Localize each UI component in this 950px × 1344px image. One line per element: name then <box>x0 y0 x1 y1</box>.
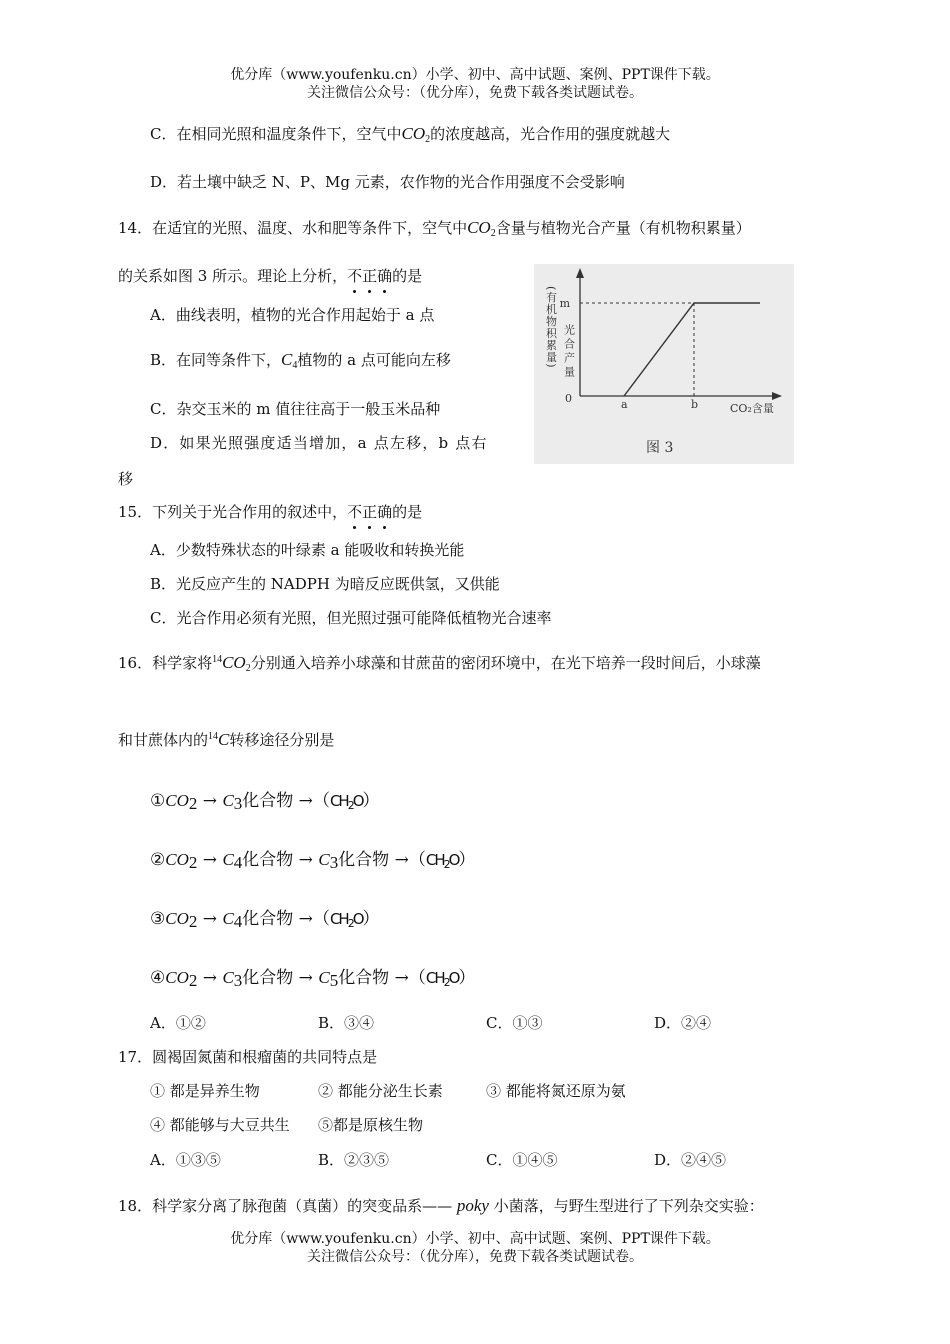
footer-line-2: 关注微信公众号：（优分库），免费下载各类试题试卷。 <box>307 1249 643 1265</box>
ch2o: $CH_2O$ <box>329 910 363 930</box>
ch2o: $CH_2O$ <box>329 792 363 812</box>
paren-close: ） <box>458 850 476 870</box>
figure-caption: 图 3 <box>646 440 674 456</box>
paren-close: ） <box>362 909 380 929</box>
q14-option-a: A．曲线表明，植物的光合作用起始于 a 点 <box>150 306 435 324</box>
arrow: → <box>197 909 223 929</box>
paren-open: （ <box>312 909 330 929</box>
arrow: → <box>293 791 313 811</box>
q16-option-d: D．②④ <box>654 1014 712 1032</box>
q14-option-c: C．杂交玉米的 m 值往往高于一般玉米品种 <box>150 400 441 418</box>
q14-option-d-line-2: 移 <box>118 470 134 488</box>
compound-label: 化合物 <box>242 968 294 988</box>
emphasis-dots: 不正确 <box>347 501 392 522</box>
chem-carbon: C <box>318 850 330 869</box>
q14-stem: 14．在适宜的光照、温度、水和肥等条件下，空气中$CO_2$含量与植物光合产量（有机物积累量） <box>118 218 751 239</box>
emphasis-dots: 不正确 <box>347 265 392 286</box>
chem-carbon: C <box>222 968 234 987</box>
arrow: → <box>389 850 409 870</box>
chem-subscript: 3 <box>329 853 339 872</box>
label-xaxis: CO₂含量 <box>730 402 774 415</box>
q16-stem: 16．科学家将$^{14}CO_2$分别通入培养小球藻和甘蔗苗的密闭环境中，在光下培养一段时间后，小球藻 <box>118 653 761 674</box>
chem-co2: CO <box>165 850 189 869</box>
curve <box>624 303 760 396</box>
chem-subscript: 4 <box>233 912 243 931</box>
header-line-1: 优分库（www.youfenku.cn）小学、初中、高中试题、案例、PPT课件下载。 <box>230 67 720 83</box>
compound-label: 化合物 <box>242 909 294 929</box>
q15-option-c: C．光合作用必须有光照，但光照过强可能降低植物光合速率 <box>150 609 552 627</box>
label-m: m <box>559 297 570 310</box>
compound-label: 化合物 <box>338 850 390 870</box>
pathway-number: ② <box>150 850 166 870</box>
paren-open: （ <box>408 850 426 870</box>
header-line-2: 关注微信公众号：（优分库），免费下载各类试题试卷。 <box>307 85 643 101</box>
pathway-number: ③ <box>150 909 166 929</box>
q16-stem-line-2: 和甘蔗体内的$^{14}$C转移途径分别是 <box>118 730 335 749</box>
q16-option-c: C．①③ <box>486 1014 543 1032</box>
arrow: → <box>197 968 223 988</box>
q17-item-3: ③ 都能将氮还原为氨 <box>486 1082 626 1100</box>
pathway-2 <box>150 845 475 873</box>
q17-item-2: ② 都能分泌生长素 <box>318 1082 443 1100</box>
q15-option-b: B．光反应产生的 NADPH 为暗反应既供氢，又供能 <box>150 575 500 593</box>
q17-item-1: ① 都是异养生物 <box>150 1082 260 1100</box>
chem-carbon: C <box>222 791 234 810</box>
q15-option-a: A．少数特殊状态的叶绿素 a 能吸收和转换光能 <box>150 541 465 559</box>
pathway-number: ① <box>150 791 166 811</box>
figure-3 <box>534 264 794 464</box>
label-b: b <box>691 398 699 411</box>
paren-open: （ <box>408 968 426 988</box>
paren-close: ） <box>362 791 380 811</box>
chem-carbon: C <box>222 850 234 869</box>
chem-carbon: C <box>222 909 234 928</box>
ch2o: $CH_2O$ <box>425 969 459 989</box>
pathway-3 <box>150 904 380 932</box>
paren-close: ） <box>458 968 476 988</box>
q13-option-c: C．在相同光照和温度条件下，空气中$CO_2$的浓度越高，光合作用的强度就越大 <box>150 124 671 145</box>
arrow: → <box>197 850 223 870</box>
chem-subscript: 2 <box>188 971 198 990</box>
q14-option-b: B．在同等条件下，$C_4$植物的 a 点可能向左移 <box>150 350 451 371</box>
chem-co2: CO <box>165 791 189 810</box>
arrow: → <box>197 791 223 811</box>
q14-stem-line-2: 的关系如图 3 所示。理论上分析，不正确 的是 <box>118 265 422 286</box>
label-yaxis-outer: (有机物积累量) <box>544 286 558 369</box>
chem-subscript: 2 <box>188 912 198 931</box>
q15-stem: 15．下列关于光合作用的叙述中，不正确 的是 <box>118 501 422 522</box>
paren-open: （ <box>312 791 330 811</box>
pathway-4 <box>150 963 475 991</box>
q17-item-4: ④ 都能够与大豆共生 <box>150 1116 290 1134</box>
q17-item-5: ⑤都是原核生物 <box>318 1116 424 1134</box>
y-axis-arrow <box>576 268 584 278</box>
compound-label: 化合物 <box>242 850 294 870</box>
chem-co2: CO <box>165 968 189 987</box>
ch2o: $CH_2O$ <box>425 851 459 871</box>
pathway-1 <box>150 786 380 814</box>
q17-option-b: B．②③⑤ <box>318 1151 390 1169</box>
footer-line-1: 优分库（www.youfenku.cn）小学、初中、高中试题、案例、PPT课件下载。 <box>230 1231 720 1247</box>
q17-option-d: D．②④⑤ <box>654 1151 727 1169</box>
label-yaxis-inner: 光合产量 <box>562 324 576 380</box>
pathway-number: ④ <box>150 968 166 988</box>
label-origin: 0 <box>565 392 572 405</box>
compound-label: 化合物 <box>242 791 294 811</box>
q17-stem: 17．圆褐固氮菌和根瘤菌的共同特点是 <box>118 1048 378 1066</box>
q14-option-d-line-1: D．如果光照强度适当增加，a 点左移，b 点右 <box>150 434 488 452</box>
chem-subscript: 3 <box>233 794 243 813</box>
q17-option-c: C．①④⑤ <box>486 1151 558 1169</box>
q17-option-a: A．①③⑤ <box>150 1151 221 1169</box>
q16-option-a: A．①② <box>150 1014 206 1032</box>
arrow: → <box>389 968 409 988</box>
q13-option-d: D．若土壤中缺乏 N、P、Mg 元素，农作物的光合作用强度不会受影响 <box>150 173 625 191</box>
chem-subscript: 2 <box>188 794 198 813</box>
figure-3-graph <box>534 264 794 464</box>
chem-carbon: C <box>318 968 330 987</box>
chem-subscript: 4 <box>233 853 243 872</box>
arrow: → <box>293 850 319 870</box>
chem-subscript: 2 <box>188 853 198 872</box>
x-axis-arrow <box>772 392 782 400</box>
compound-label: 化合物 <box>338 968 390 988</box>
arrow: → <box>293 968 319 988</box>
arrow: → <box>293 909 313 929</box>
q16-option-b: B．③④ <box>318 1014 375 1032</box>
q18-stem: 18．科学家分离了脉孢菌（真菌）的突变品系—— poky 小菌落，与野生型进行了下列杂交实验： <box>118 1196 764 1215</box>
chem-subscript: 5 <box>329 971 339 990</box>
chem-subscript: 3 <box>233 971 243 990</box>
label-a: a <box>621 398 628 411</box>
chem-co2: CO <box>165 909 189 928</box>
